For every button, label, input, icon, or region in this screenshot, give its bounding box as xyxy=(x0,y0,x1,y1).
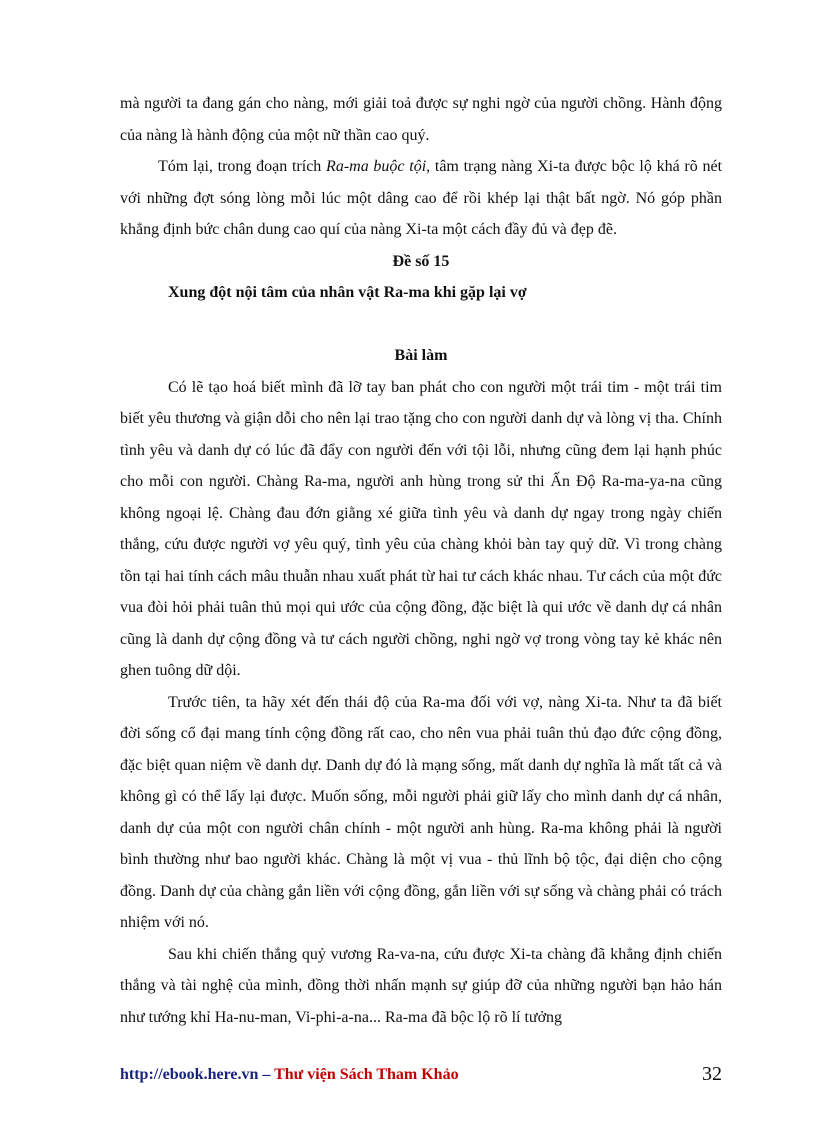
footer-library-name: Thư viện Sách Tham Khảo xyxy=(274,1066,459,1083)
paragraph-continuation: mà người ta đang gán cho nàng, mới giải toả được sự nghi ngờ của người chồng. Hành động của nàng là hành động của một nữ thần cao quý. xyxy=(120,95,722,144)
answer-paragraph: Sau khi chiến thắng quỷ vương Ra-va-na, cứu được Xi-ta chàng đã khẳng định chiến thắng và tài nghệ của mình, đồng thời nhấn mạnh sự giúp đỡ của những người bạn hảo hán như tướng khỉ Ha-nu-man, Vi-phi-a-na... Ra-ma đã bộc lộ rõ lí tưởng xyxy=(120,945,722,1026)
page-number: 32 xyxy=(702,1063,722,1085)
exam-topic: Xung đột nội tâm của nhân vật Ra-ma khi gặp lại vợ xyxy=(168,284,527,301)
page-footer xyxy=(120,1063,722,1090)
paragraph-conclusion xyxy=(120,151,722,246)
excerpt-title: Ra-ma buộc tội xyxy=(326,158,427,175)
conclusion-text-end: , tâm trạng nàng Xi-ta được bộc lộ khá rõ nét với những đợt sóng lòng mỗi lúc một dâng cao để rồi khép lại thật bất ngờ. Nó góp phần khẳng định bức chân dung cao quí của nàng Xi-ta một cách đầy đủ và đẹp đẽ. xyxy=(120,158,723,238)
footer-separator: – xyxy=(258,1066,275,1083)
answer-paragraph: Trước tiên, ta hãy xét đến thái độ của Ra-ma đối với vợ, nàng Xi-ta. Như ta đã biết đời sống cổ đại mang tính cộng đồng rất cao, cho nên vua phải tuân thủ đạo đức cộng đồng, đặc biệt quan niệm về danh dự. Danh dự đó là mạng sống, mất danh dự nghĩa là mất tất cả và không gì có thể lấy lại được. Muốn sống, mỗi người phải giữ lấy cho mình danh dự cá nhân, danh dự của một con người chân chính - một người anh hùng. Ra-ma không phải là người bình thường như bao người khác. Chàng là một vị vua - thủ lĩnh bộ tộc, đại diện cho cộng đồng. Danh dự của chàng gắn liền với cộng đồng, gắn liền với sự sống và chàng phải có trách nhiệm với nó. xyxy=(120,693,722,931)
answer-title: Bài làm xyxy=(394,347,448,364)
blank-line xyxy=(120,309,722,341)
footer-website-link[interactable]: http://ebook.here.vn xyxy=(120,1066,259,1083)
answer-paragraph: Có lẽ tạo hoá biết mình đã lỡ tay ban phát cho con người một trái tim - một trái tim biết yêu thương và giận dỗi cho nên lại trao tặng cho con người danh dự và lòng vị tha. Chính tình yêu và danh dự có lúc đã đẩy con người đến với tội lỗi, nhưng cũng đem lại hạnh phúc cho mỗi con người. Chàng Ra-ma, người anh hùng trong sử thi Ấn Độ Ra-ma-ya-na cũng không ngoại lệ. Chàng đau đớn giằng xé giữa tình yêu và danh dự ngay trong ngày chiến thắng, cứu được người vợ yêu quý, tình yêu của chàng khỏi bàn tay quỷ dữ. Vì trong chàng tồn tại hai tính cách mâu thuẫn nhau xuất phát từ hai tư cách khác nhau. Tư cách của một đức vua đòi hỏi phải tuân thủ mọi qui ước của cộng đồng, đặc biệt là qui ước về danh dự cá nhân cũng là danh dự cộng đồng và tư cách người chồng, nghi ngờ vợ trong vòng tay kẻ khác nên ghen tuông dữ dội. xyxy=(120,378,722,679)
document-body xyxy=(120,88,722,1033)
conclusion-text-start: Tóm lại, trong đoạn trích xyxy=(158,158,327,175)
exam-title: Đề số 15 xyxy=(392,252,450,270)
